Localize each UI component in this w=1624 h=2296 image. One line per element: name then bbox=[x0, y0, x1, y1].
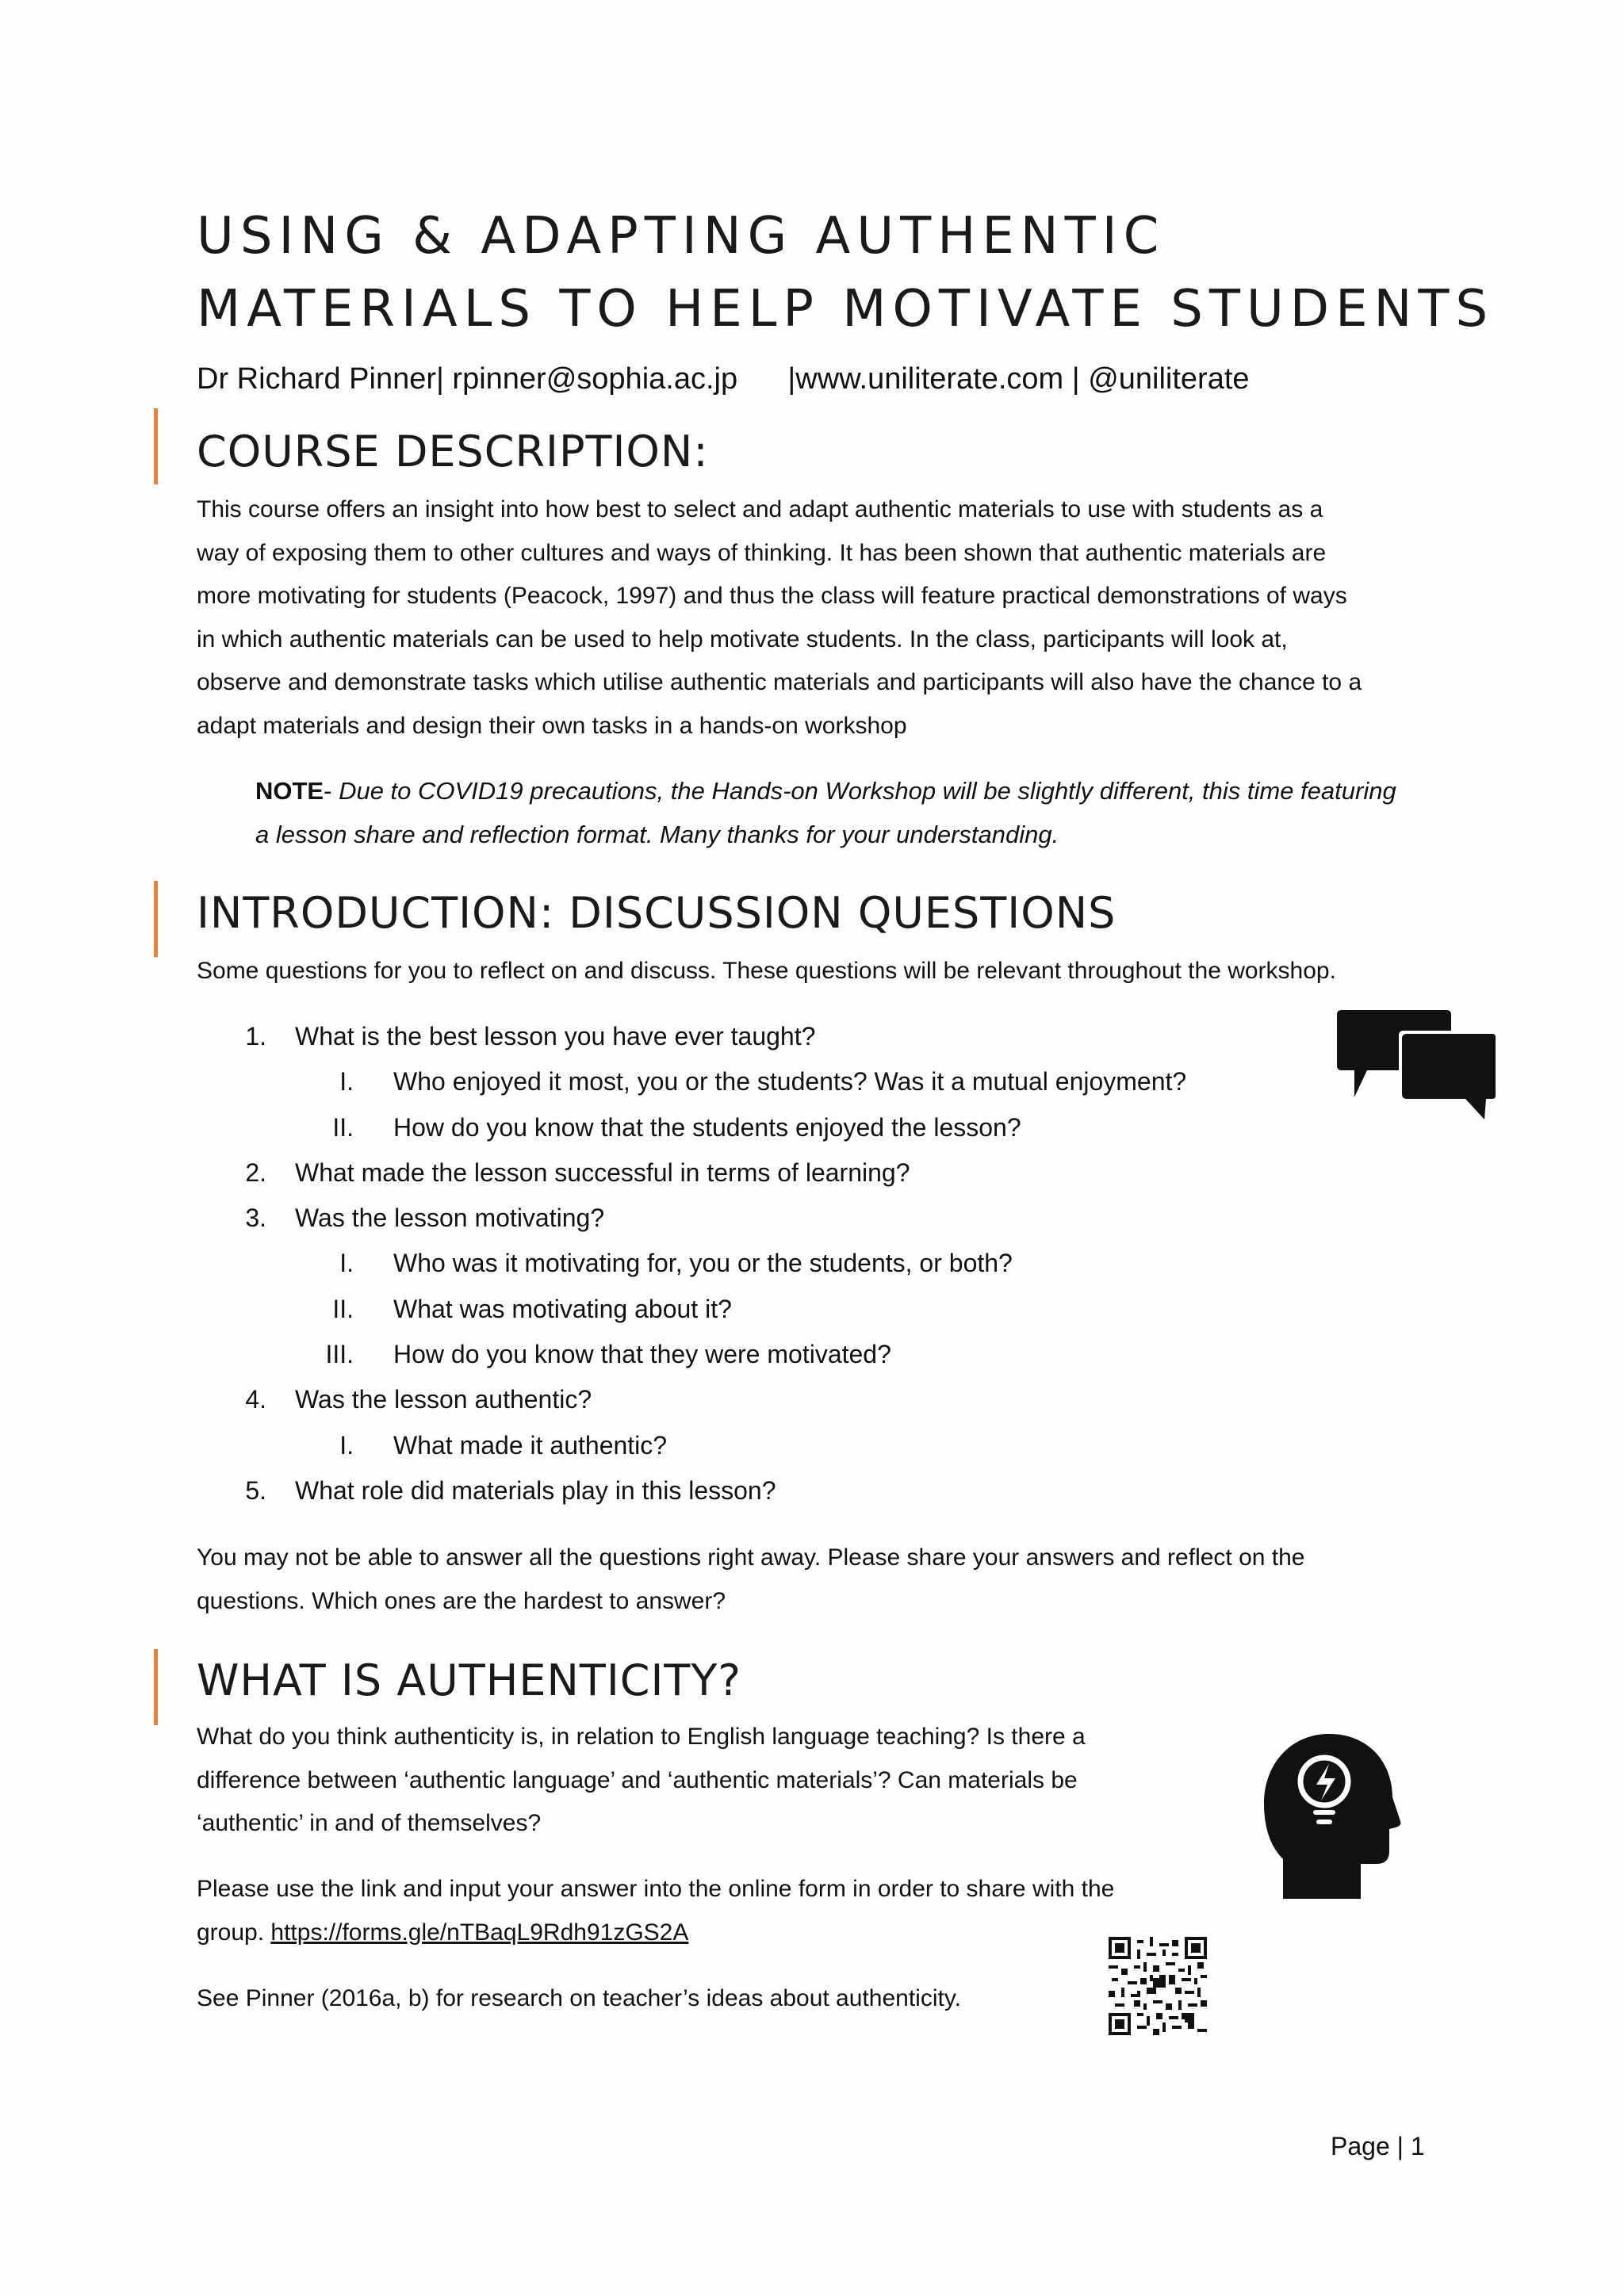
list-item: I. Who was it motivating for, you or the students, or both? bbox=[339, 1249, 1013, 1278]
note-text-1: Due to COVID19 precautions, the Hands-on Workshop will be slightly different, this time featuring bbox=[339, 777, 1396, 805]
course-line: adapt materials and design their own tasks in a hands-on workshop bbox=[197, 712, 907, 739]
list-item: 4. Was the lesson authentic? bbox=[245, 1385, 592, 1414]
course-line: in which authentic materials can be used to help motivate students. In the class, participants will look at, bbox=[197, 626, 1288, 652]
list-item: 3. Was the lesson motivating? bbox=[245, 1203, 605, 1233]
title-line-1: USING & ADAPTING AUTHENTIC bbox=[197, 207, 1166, 266]
online-form-link[interactable]: https://forms.gle/nTBaqL9Rdh91zGS2A bbox=[270, 1919, 689, 1946]
introduction-closing: You may not be able to answer all the questions right away. Please share your answers and reflect on the questions. Which ones are the hardest to answer? bbox=[197, 1544, 1305, 1614]
authenticity-question-text: What do you think authenticity is, in relation to English language teaching? Is there a difference between ‘authentic language’ and ‘authentic materials’? Can materials be ‘authentic’ in and of themselves? bbox=[197, 1724, 1086, 1836]
note-dash: - bbox=[324, 777, 339, 805]
section-accent-bar bbox=[154, 881, 158, 957]
title-line-2: MATERIALS TO HELP MOTIVATE STUDENTS bbox=[197, 280, 1495, 339]
introduction-heading: INTRODUCTION: DISCUSSION QUESTIONS bbox=[197, 888, 1116, 938]
introduction-lead: Some questions for you to reflect on and discuss. These questions will be relevant throughout the workshop. bbox=[197, 958, 1336, 984]
chat-bubbles-icon bbox=[1335, 1008, 1502, 1126]
course-line: This course offers an insight into how best to select and adapt authentic materials to use with students as a bbox=[197, 496, 1323, 522]
online-form-instructions: Please use the link and input your answer into the online form in order to share with the group. https://forms.gle/nTBaqL9Rdh91zGS2A bbox=[197, 1876, 1115, 1946]
research-reference: See Pinner (2016a, b) for research on teacher’s ideas about authenticity. bbox=[197, 1985, 961, 2011]
list-item: I. What made it authentic? bbox=[339, 1430, 668, 1460]
document-title bbox=[197, 200, 1495, 346]
page-number: Page | 1 bbox=[1331, 2132, 1425, 2160]
course-line: way of exposing them to other cultures and ways of thinking. It has been shown that authentic materials are bbox=[197, 539, 1327, 566]
list-item: I. Who enjoyed it most, you or the students? Was it a mutual enjoyment? bbox=[339, 1067, 1187, 1096]
course-line: more motivating for students (Peacock, 1997) and thus the class will feature practical demonstrations of ways bbox=[197, 583, 1347, 609]
course-description-heading: COURSE DESCRIPTION: bbox=[197, 427, 709, 476]
covid-note bbox=[255, 769, 1461, 856]
section-accent-bar bbox=[154, 1649, 158, 1725]
list-item: 2. What made the lesson successful in terms of learning? bbox=[245, 1158, 910, 1187]
note-text-2: a lesson share and reflection format. Many thanks for your understanding. bbox=[255, 821, 1059, 848]
course-line: observe and demonstrate tasks which utilise authentic materials and participants will also have the chance to a bbox=[197, 669, 1362, 695]
list-item: 5. What role did materials play in this lesson? bbox=[245, 1475, 776, 1505]
section-accent-bar bbox=[154, 408, 158, 484]
discussion-questions-list bbox=[197, 1014, 1307, 1513]
list-item: II. How do you know that the students enjoyed the lesson? bbox=[332, 1112, 1021, 1142]
course-description-text bbox=[197, 488, 1450, 748]
list-item: II. What was motivating about it? bbox=[332, 1294, 732, 1323]
note-label: NOTE bbox=[255, 777, 324, 805]
list-item: III. How do you know that they were motivated? bbox=[325, 1340, 891, 1369]
author-contact-line: Dr Richard Pinner| rpinner@sophia.ac.jp |www.uniliterate.com | @uniliterate bbox=[197, 362, 1250, 396]
list-item: 1. What is the best lesson you have ever taught? bbox=[245, 1022, 816, 1050]
authenticity-heading: WHAT IS AUTHENTICITY? bbox=[197, 1655, 742, 1705]
